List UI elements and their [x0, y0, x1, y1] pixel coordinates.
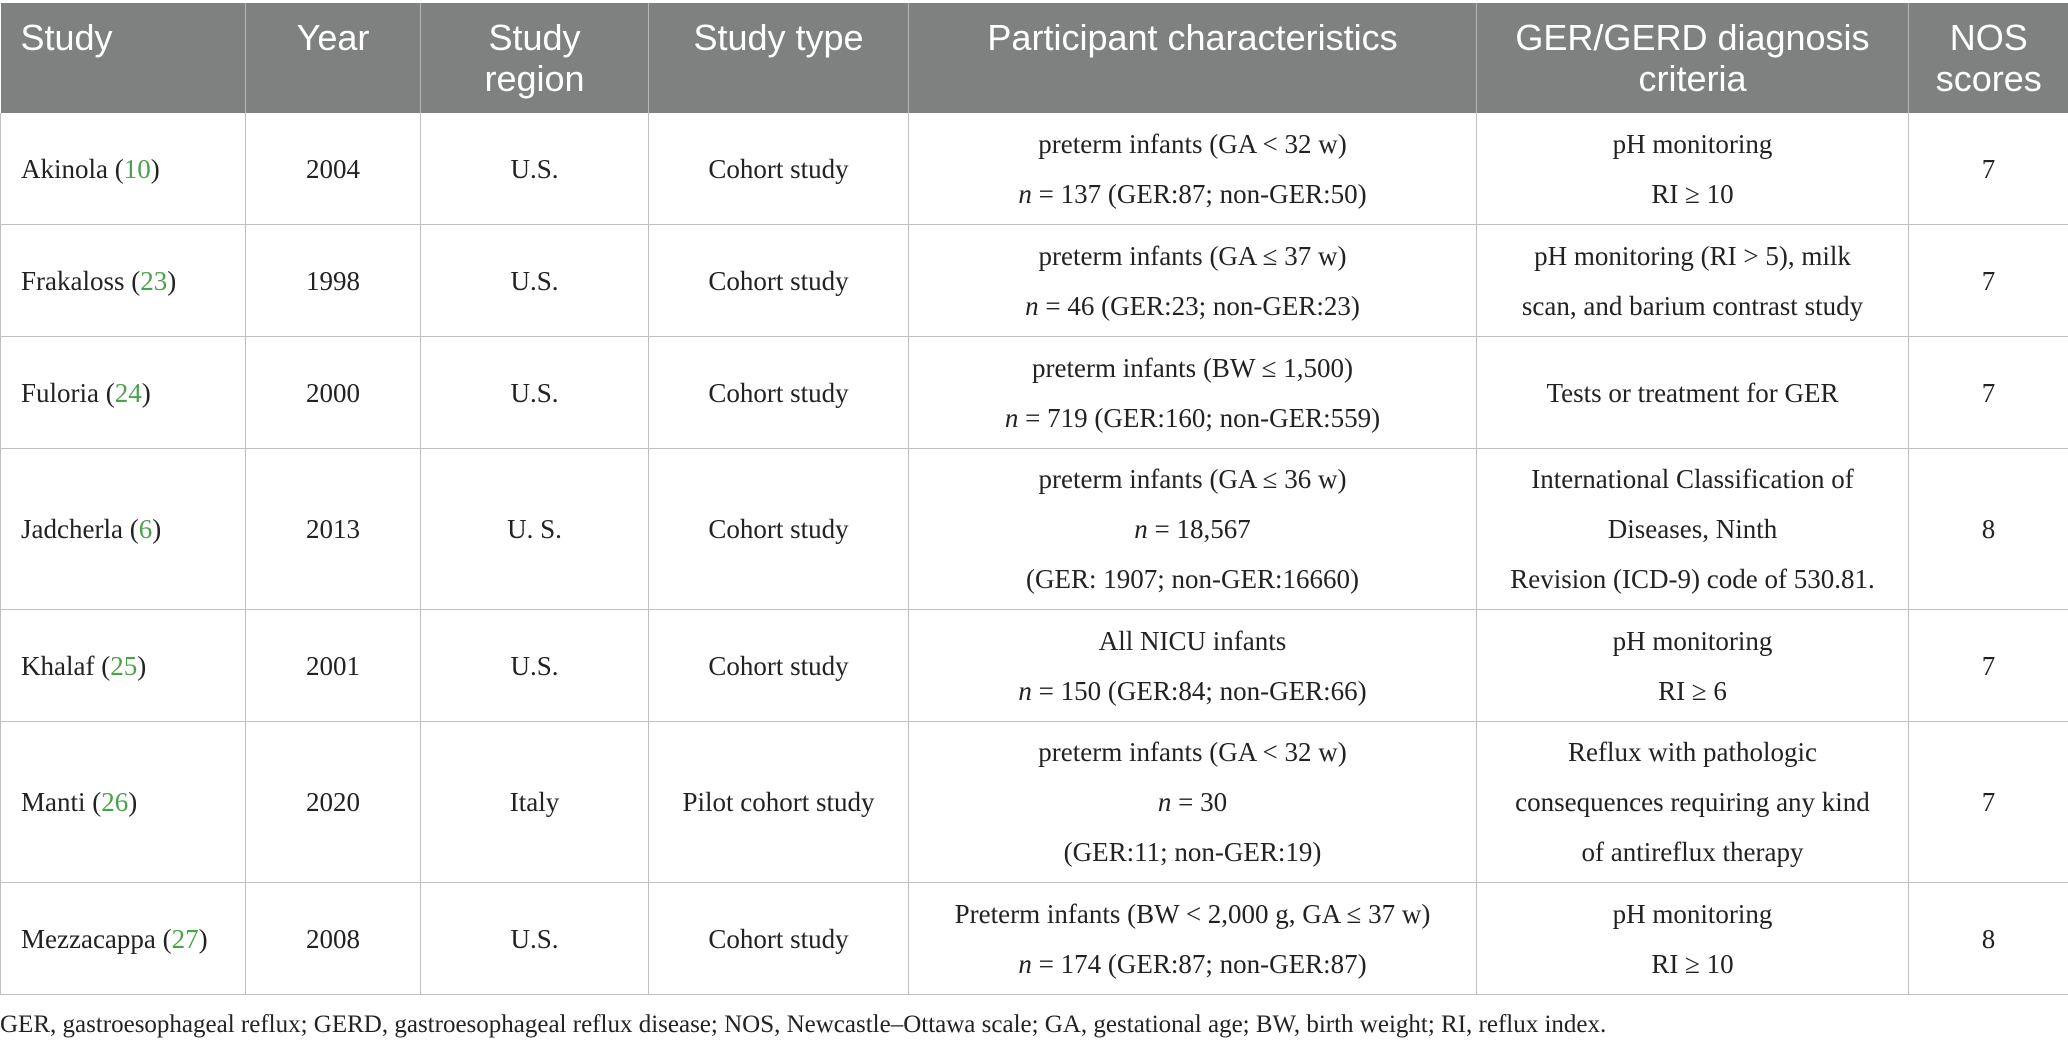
cell-study-type: Cohort study: [649, 449, 909, 610]
reference-link[interactable]: 27: [171, 923, 199, 954]
cell-year: 2001: [246, 610, 421, 722]
cell-nos-score: 7: [1909, 225, 2068, 337]
cell-year: 2000: [246, 337, 421, 449]
participant-line: preterm infants (GA ≤ 37 w): [1038, 240, 1347, 271]
header-line: Participant characteristics: [987, 17, 1398, 58]
sample-size-symbol: n: [1134, 514, 1148, 544]
cell-diagnosis-criteria: [1477, 883, 1909, 995]
header-nos-scores: [1909, 3, 2068, 113]
participant-line: [917, 169, 1468, 219]
study-author: Khalaf: [21, 650, 95, 681]
criteria-line: pH monitoring: [1612, 128, 1773, 159]
cell-diagnosis-criteria: [1477, 337, 1909, 449]
cell-diagnosis-criteria: [1477, 225, 1909, 337]
participant-line: preterm infants (GA < 32 w): [1038, 128, 1347, 159]
table-row: [1, 113, 2068, 225]
criteria-line: Diseases, Ninth: [1607, 514, 1778, 544]
cell-participant-characteristics: [909, 449, 1477, 610]
header-diagnosis-criteria: [1477, 3, 1909, 113]
cell-diagnosis-criteria: [1477, 113, 1909, 225]
cell-diagnosis-criteria: [1477, 722, 1909, 883]
cell-nos-score: 7: [1909, 610, 2068, 722]
cell-year: 2008: [246, 883, 421, 995]
participant-line: (GER:11; non-GER:19): [1063, 837, 1322, 867]
cell-study: Mezzacappa (27): [1, 883, 246, 995]
header-row: [1, 3, 2068, 113]
participant-line: (GER: 1907; non-GER:16660): [1026, 564, 1359, 594]
header-participant-characteristics: [909, 3, 1477, 113]
cell-study-type: Cohort study: [649, 337, 909, 449]
header-line: region: [484, 58, 585, 99]
cell-study-type: Cohort study: [649, 225, 909, 337]
cell-region: U.S.: [421, 113, 649, 225]
criteria-line: RI ≥ 10: [1651, 948, 1734, 979]
table-row: [1, 610, 2068, 722]
header-study-region: [421, 3, 649, 113]
cell-participant-characteristics: [909, 610, 1477, 722]
cell-region: U. S.: [421, 449, 649, 610]
cell-year: 2020: [246, 722, 421, 883]
header-year: [246, 3, 421, 113]
participant-line: [917, 777, 1468, 827]
header-study-type: [649, 3, 909, 113]
sample-size-value: = 30: [1178, 787, 1228, 817]
cell-participant-characteristics: [909, 337, 1477, 449]
reference-link[interactable]: 24: [114, 377, 142, 408]
study-author: Jadcherla: [21, 514, 123, 544]
cell-region: U.S.: [421, 610, 649, 722]
cell-nos-score: 8: [1909, 449, 2068, 610]
cell-study-type: Cohort study: [649, 610, 909, 722]
table-footnote: GER, gastroesophageal reflux; GERD, gastroesophageal reflux disease; NOS, Newcastle–Ottawa scale; GA, gestational age; BW, birth weight; RI, reflux index.: [0, 1011, 1607, 1038]
cell-study: Jadcherla (6): [1, 449, 246, 610]
header-line: Study type: [693, 17, 864, 58]
cell-region: U.S.: [421, 225, 649, 337]
reference-link[interactable]: 6: [138, 514, 153, 544]
sample-size-value: = 150 (GER:84; non-GER:66): [1038, 675, 1367, 706]
participant-line: preterm infants (GA ≤ 36 w): [1038, 464, 1347, 494]
header-line: scores: [1935, 58, 2042, 99]
cell-year: 2004: [246, 113, 421, 225]
header-line: NOS: [1949, 17, 2028, 58]
sample-size-value: = 46 (GER:23; non-GER:23): [1045, 290, 1360, 321]
criteria-line: pH monitoring: [1612, 898, 1773, 929]
sample-size-symbol: n: [1004, 402, 1019, 433]
criteria-line: consequences requiring any kind: [1515, 787, 1870, 817]
sample-size-value: = 137 (GER:87; non-GER:50): [1038, 178, 1367, 209]
table-row: [1, 722, 2068, 883]
cell-year: 1998: [246, 225, 421, 337]
participant-line: [917, 666, 1468, 716]
cell-study: Fuloria (24): [1, 337, 246, 449]
criteria-line: Reflux with pathologic: [1568, 737, 1817, 767]
cell-diagnosis-criteria: [1477, 449, 1909, 610]
reference-link[interactable]: 23: [140, 265, 168, 296]
cell-participant-characteristics: [909, 113, 1477, 225]
table-row: [1, 337, 2068, 449]
sample-size-value: = 719 (GER:160; non-GER:559): [1025, 402, 1381, 433]
reference-link[interactable]: 26: [101, 787, 129, 817]
criteria-line: International Classification of: [1531, 464, 1854, 494]
header-study: [1, 3, 246, 113]
sample-size-symbol: n: [1018, 675, 1032, 706]
cell-nos-score: 7: [1909, 113, 2068, 225]
participant-line: All NICU infants: [1098, 625, 1287, 656]
cell-study: Khalaf (25): [1, 610, 246, 722]
cell-nos-score: 7: [1909, 337, 2068, 449]
header-line: Study: [20, 17, 113, 58]
study-author: Manti: [21, 787, 86, 817]
table-row: [1, 225, 2068, 337]
criteria-line: Tests or treatment for GER: [1546, 377, 1839, 408]
criteria-line: Revision (ICD-9) code of 530.81.: [1510, 564, 1875, 594]
participant-line: Preterm infants (BW < 2,000 g, GA ≤ 37 w): [954, 898, 1431, 929]
cell-study: Akinola (10): [1, 113, 246, 225]
study-author: Akinola: [21, 153, 108, 184]
cell-study-type: Pilot cohort study: [649, 722, 909, 883]
cell-diagnosis-criteria: [1477, 610, 1909, 722]
criteria-line: pH monitoring: [1612, 625, 1773, 656]
table-body: [1, 113, 2068, 995]
cell-study-type: Cohort study: [649, 883, 909, 995]
sample-size-value: = 174 (GER:87; non-GER:87): [1038, 948, 1367, 979]
participant-line: preterm infants (GA < 32 w): [1038, 737, 1347, 767]
table-row: [1, 449, 2068, 610]
participant-line: [917, 939, 1468, 989]
study-characteristics-table: [0, 3, 2068, 995]
participant-line: [917, 281, 1468, 331]
cell-participant-characteristics: [909, 722, 1477, 883]
study-table-container: [0, 3, 2068, 995]
header-line: criteria: [1638, 58, 1747, 99]
sample-size-symbol: n: [1018, 948, 1032, 979]
header-line: Study: [488, 17, 581, 58]
cell-nos-score: 8: [1909, 883, 2068, 995]
study-author: Fuloria: [21, 377, 99, 408]
participant-line: [917, 504, 1468, 554]
cell-participant-characteristics: [909, 883, 1477, 995]
sample-size-symbol: n: [1025, 290, 1039, 321]
reference-link[interactable]: 25: [110, 650, 138, 681]
cell-study: Manti (26): [1, 722, 246, 883]
cell-region: U.S.: [421, 337, 649, 449]
sample-size-symbol: n: [1018, 178, 1032, 209]
participant-line: preterm infants (BW ≤ 1,500): [1032, 352, 1353, 383]
cell-year: 2013: [246, 449, 421, 610]
table-row: [1, 883, 2068, 995]
header-line: Year: [296, 17, 370, 58]
criteria-line: pH monitoring (RI > 5), milk: [1534, 240, 1851, 271]
reference-link[interactable]: 10: [123, 153, 151, 184]
study-author: Frakaloss: [21, 265, 125, 296]
criteria-line: RI ≥ 6: [1658, 675, 1727, 706]
criteria-line: of antireflux therapy: [1581, 837, 1804, 867]
sample-size-symbol: n: [1157, 787, 1172, 817]
criteria-line: scan, and barium contrast study: [1521, 290, 1864, 321]
cell-region: U.S.: [421, 883, 649, 995]
criteria-line: RI ≥ 10: [1651, 178, 1734, 209]
cell-study-type: Cohort study: [649, 113, 909, 225]
header-line: GER/GERD diagnosis: [1515, 17, 1870, 58]
cell-participant-characteristics: [909, 225, 1477, 337]
cell-study: Frakaloss (23): [1, 225, 246, 337]
cell-nos-score: 7: [1909, 722, 2068, 883]
sample-size-value: = 18,567: [1154, 514, 1251, 544]
table-header: [1, 3, 2068, 113]
cell-region: Italy: [421, 722, 649, 883]
participant-line: [917, 393, 1468, 443]
study-author: Mezzacappa: [21, 923, 156, 954]
